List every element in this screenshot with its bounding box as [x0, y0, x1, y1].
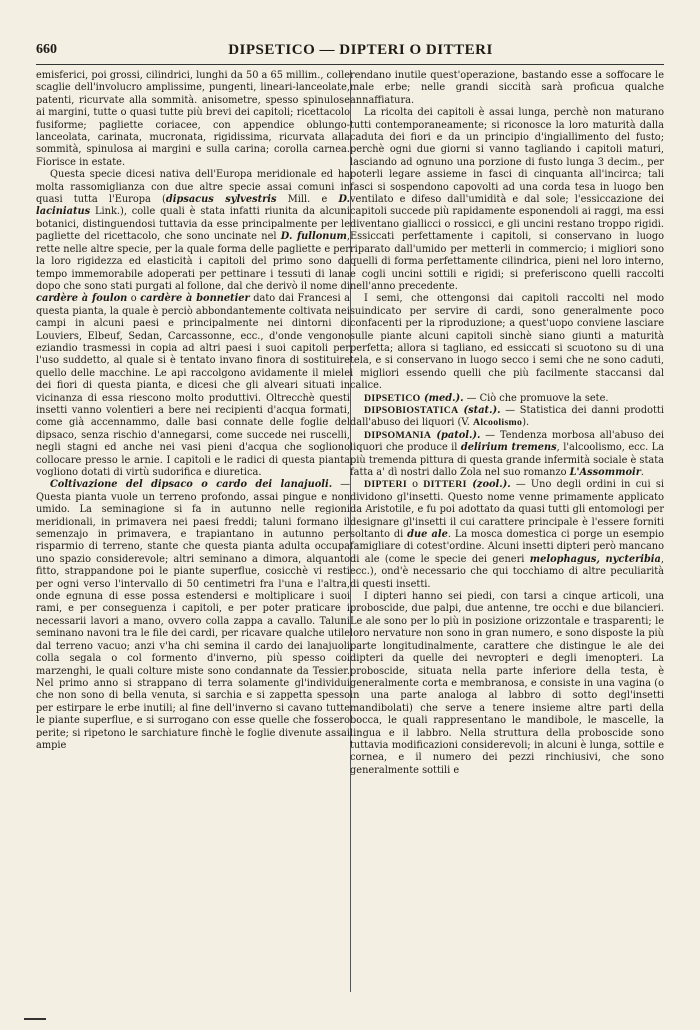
- printer-mark: [24, 1018, 46, 1020]
- entry-headword: DIPSETICO: [364, 392, 421, 404]
- entry-headword: DIPTERI: [364, 479, 407, 491]
- text-run: — Questa pianta vuole un terreno profondo, assai pingue e non umido. La seminagione si fa in autunno nelle regioni meridionali, in primavera nei paesi freddi; taluni formano il semenzajo in primavera, e trapiantano in autunno per risparmio di terreno, stante che questa pianta adulta occupa uno spazio considerevole; altri seminano a dimora, alquanto fitto, strappandone poi le piante superflue, cosicchè vi resti per ogni verso l'intervallo di 50 centimetri fra l'una e l'altra, onde egnuna di esse possa estendersi e moltiplicare i suoi rami, e per conseguenza i capitoli, e per poter praticare i necessarii lavori a mano, ovvero colla zappa a cavallo. Taluni seminano navoni tra le file dei cardi, per ricavare qualche utile dal terreno vacuo; anzi v'ha chi semina il cardo dei lanajuoli colla segala o col formento d'inverno, più spesso coi marzenghi, le quali colture miste sono condannate da Tessier. Nel primo anno si strappano di terra solamente gl'individui che non sono di bella venuta, si sarchia e si zappetta spesso per estirpare le erbe inutili; al fine dell'inverno si cavano tutte le piante superflue, e si surrogano con esse quelle che fossero perite; si ripetono le sarchiature finchè le foglie divenute assai ampie: [36, 479, 350, 751]
- text-run: Mill. e: [276, 194, 339, 206]
- entry-tag: (patol.).: [431, 429, 481, 441]
- latin-term: delirium tremens: [460, 442, 557, 454]
- text-run: — Tendenza morbosa all'abuso dei liquori che produce il: [350, 429, 664, 454]
- paragraph: [36, 169, 350, 479]
- emphasis: due ale: [407, 529, 448, 541]
- text-run: , rette nelle altre specie, per la quale forma delle pagliette e per la loro rigidezza ed elasticità i capitoli del primo sono da tempo immemorabile adoperati per pettinare i tessuti di lana dopo che sono stati purgati al follone, dal che derivò il nome di: [36, 231, 350, 292]
- genus-names: melophagus, nycteribia: [529, 553, 661, 565]
- paragraph: I semi, che ottengonsi dai capitoli raccolti nel modo suindicato per servire di cardi, sono generalmente poco confacenti per la riproduzione; a quest'uopo conviene lasciare sulle piante alcuni capitoli sinchè siano giunti a maturità perfetta; allora si tagliano, ed essiccati si scuotono su di una tela, e si conservano in luogo secco i semi che ne sono caduti, i migliori essendo quelli che più facilmente staccansi dal calice.: [350, 293, 664, 392]
- french-term: cardère à foulon: [36, 293, 128, 305]
- entry-dipteri: [350, 479, 664, 591]
- right-column: [350, 70, 664, 990]
- entry-headword: DIPSOMANIA: [364, 429, 432, 441]
- text-run: — Ciò che promuove la sete.: [463, 392, 609, 404]
- section-title: Coltivazione del dipsaco o cardo dei lanajuoli.: [50, 479, 333, 491]
- text-run: — Uno degli ordini in cui si dividono gl'insetti. Questo nome venne primamente applicato da Aristotile, e fu poi adottato da quasi tutti gli entomologi per designare gl'insetti il cui carattere principale è l'essere forniti soltanto di: [350, 479, 664, 541]
- text-run: o: [127, 293, 141, 305]
- text-run: dato dai Francesi a questa pianta, la quale è perciò abbondantemente coltivata nei campi in alcuni paesi e principalmente nei dintorni di Louviers, Elbeuf, Sedan, Carcassonne, ecc., d'onde vengono eziandio trasmessi in copia ad altri paesi i suoi capitoli per l'uso suddetto, al quale si è tentato invano finora di sostituire quello delle macchine. Le api raccolgono avidamente il miele dei fiori di questa pianta, e dicesi che gli alveari situati in vicinanza di essa riescono molto produttivi. Oltrecchè questi insetti vanno volentieri a bere nei recipienti d'acqua formati, come già accennammo, dalle basi connate delle foglie del dipsaco, senza rischio d'annegarsi, come succede nei ruscelli, negli stagni ed anche nei vasi pieni d'acqua che sogliono collocare presso le arnie. I capitoli e le radici di questa pianta vogliono dotati di virtù sudorifica e diuretica.: [36, 293, 350, 478]
- species-name: D. laciniatus: [36, 194, 350, 218]
- paragraph: emisferici, poi grossi, cilindrici, lunghi da 50 a 65 millim., colle scaglie dell'involucro amplissime, pungenti, lineari-lanceolate, patenti, ricurvate alla sommità. anisometre, spesso spinulose ai margini, tutte o quasi tutte più brevi dei capitoli; ricettacolo fusiforme; pagliette coriacee, con appendice oblungo-lanceolata, carinata, mucronata, rigidissima, ricurvata alla sommità, spinulosa ai margini e sulla carina; corolla carnea. Fiorisce in estate.: [36, 70, 350, 168]
- page-number: 660: [36, 42, 57, 57]
- text-run: o: [406, 479, 424, 491]
- cross-reference: Alcoolismo: [472, 417, 523, 429]
- left-column: [36, 70, 350, 990]
- entry-dipsetico: [350, 393, 664, 405]
- text-run: ).: [522, 417, 530, 429]
- species-name: D. fullonum: [280, 231, 347, 243]
- header-rule: [36, 64, 664, 65]
- running-title: DIPSETICO — DIPTERI O DITTERI: [228, 41, 493, 58]
- species-name: dipsacus sylvestris: [165, 194, 277, 206]
- text-run: — Statistica dei danni prodotti dall'abuso dei liquori (V.: [350, 404, 664, 429]
- entry-dipsomania: [350, 430, 664, 480]
- text-run: .: [640, 467, 644, 478]
- text-run: Questa specie dicesi nativa dell'Europa meridionale ed ha molta rassomiglianza con due altre specie assai comuni in quasi tutta l'Europa (: [36, 169, 350, 206]
- paragraph: rendano inutile quest'operazione, bastando esse a soffocare le male erbe; nelle grandi siccità sarà proficua qualche annaffiatura.: [350, 70, 664, 106]
- text-run: , l'alcoolismo, ecc. La più tremenda pittura di questa grande infermità sociale è stata fatta a' dì nostri dallo Zola nel suo romanzo: [350, 442, 664, 478]
- entry-tag: (stat.).: [458, 404, 501, 416]
- text-run: , ecc.), ond'è necessario che qui tocchiamo di altre peculiarità di questi insetti.: [350, 553, 664, 590]
- french-term: cardère à bonnetier: [140, 293, 250, 305]
- paragraph: La ricolta dei capitoli è assai lunga, perchè non maturano tutti contemporaneamente; si riconosce la loro maturità dalla caduta dei fiori e da un principio d'ingiallimento del fusto; perchè ogni due giorni si vanno tagliando i capitoli maturi, lasciando ad ognuno una porzione di fusto lunga 3 decim., per poterli legare assieme in fasci di cinquanta all'incirca; tali fasci si sospendono capovolti ad una corda tesa in luogo ben ventilato e difeso dall'umidità e dal sole; l'essiccazione dei capitoli succede più rapidamente esponendoli ai raggi, ma essi diventano giallicci o rossicci, e gli uncini restano troppo rigidi. Essiccati perfettamente i capitoli, si conservano in luogo riparato dall'umido per metterli in commercio; i migliori sono quelli di forma perfettamente cilindrica, pieni nel loro interno, e cogli uncini sottili e rigidi; si preferiscono quelli raccolti nell'anno precedente.: [350, 107, 664, 292]
- entry-tag: (med.).: [420, 392, 464, 404]
- entry-headword: DIPSOBIOSTATICA: [364, 404, 459, 416]
- text-run: Link.), colle quali è stata infatti riunita da alcuni botanici, distinguendosi tuttavia da esse principalmente per le pagliette del ricettacolo, che sono uncinate nel: [36, 206, 350, 243]
- text-run: . La mosca domestica ci porge un esempio famigliare di cotest'ordine. Alcuni insetti dipteri però mancano di ale (come le specie dei generi: [350, 529, 664, 565]
- entry-dipsobiostatica: [350, 405, 664, 430]
- text-columns: [36, 70, 664, 990]
- paragraph: I dipteri hanno sei piedi, con tarsi a cinque articoli, una proboscide, due palpi, due antenne, tre occhi e due bilancieri. Le ale sono per lo più in posizione orizzontale e trasparenti; le loro nervature non sono in gran numero, e sono disposte la più parte longitudinalmente, carattere che distingue le ale dei dipteri da quelle dei nevropteri e degli imenopteri. La proboscide, situata nella parte inferiore della testa, è generalmente corta e membranosa, e consiste in una vagina (o in una parte analoga al labbro di sotto degl'insetti mandibolati) che serve a tenere insieme altre parti della bocca, le quali rappresentano le mandibole, le mascelle, la lingua e il labbro. Nella struttura della proboscide sono tuttavia modificazioni considerevoli; in alcuni è lunga, sottile e cornea, e il numero dei pezzi rinchiusivi, che sono generalmente sottili e: [350, 591, 664, 776]
- entry-tag: (zool.).: [466, 479, 511, 491]
- book-title: L'Assommoir: [569, 467, 641, 478]
- page-header: [36, 38, 664, 62]
- paragraph: [36, 479, 350, 752]
- entry-headword: DITTERI: [423, 479, 467, 491]
